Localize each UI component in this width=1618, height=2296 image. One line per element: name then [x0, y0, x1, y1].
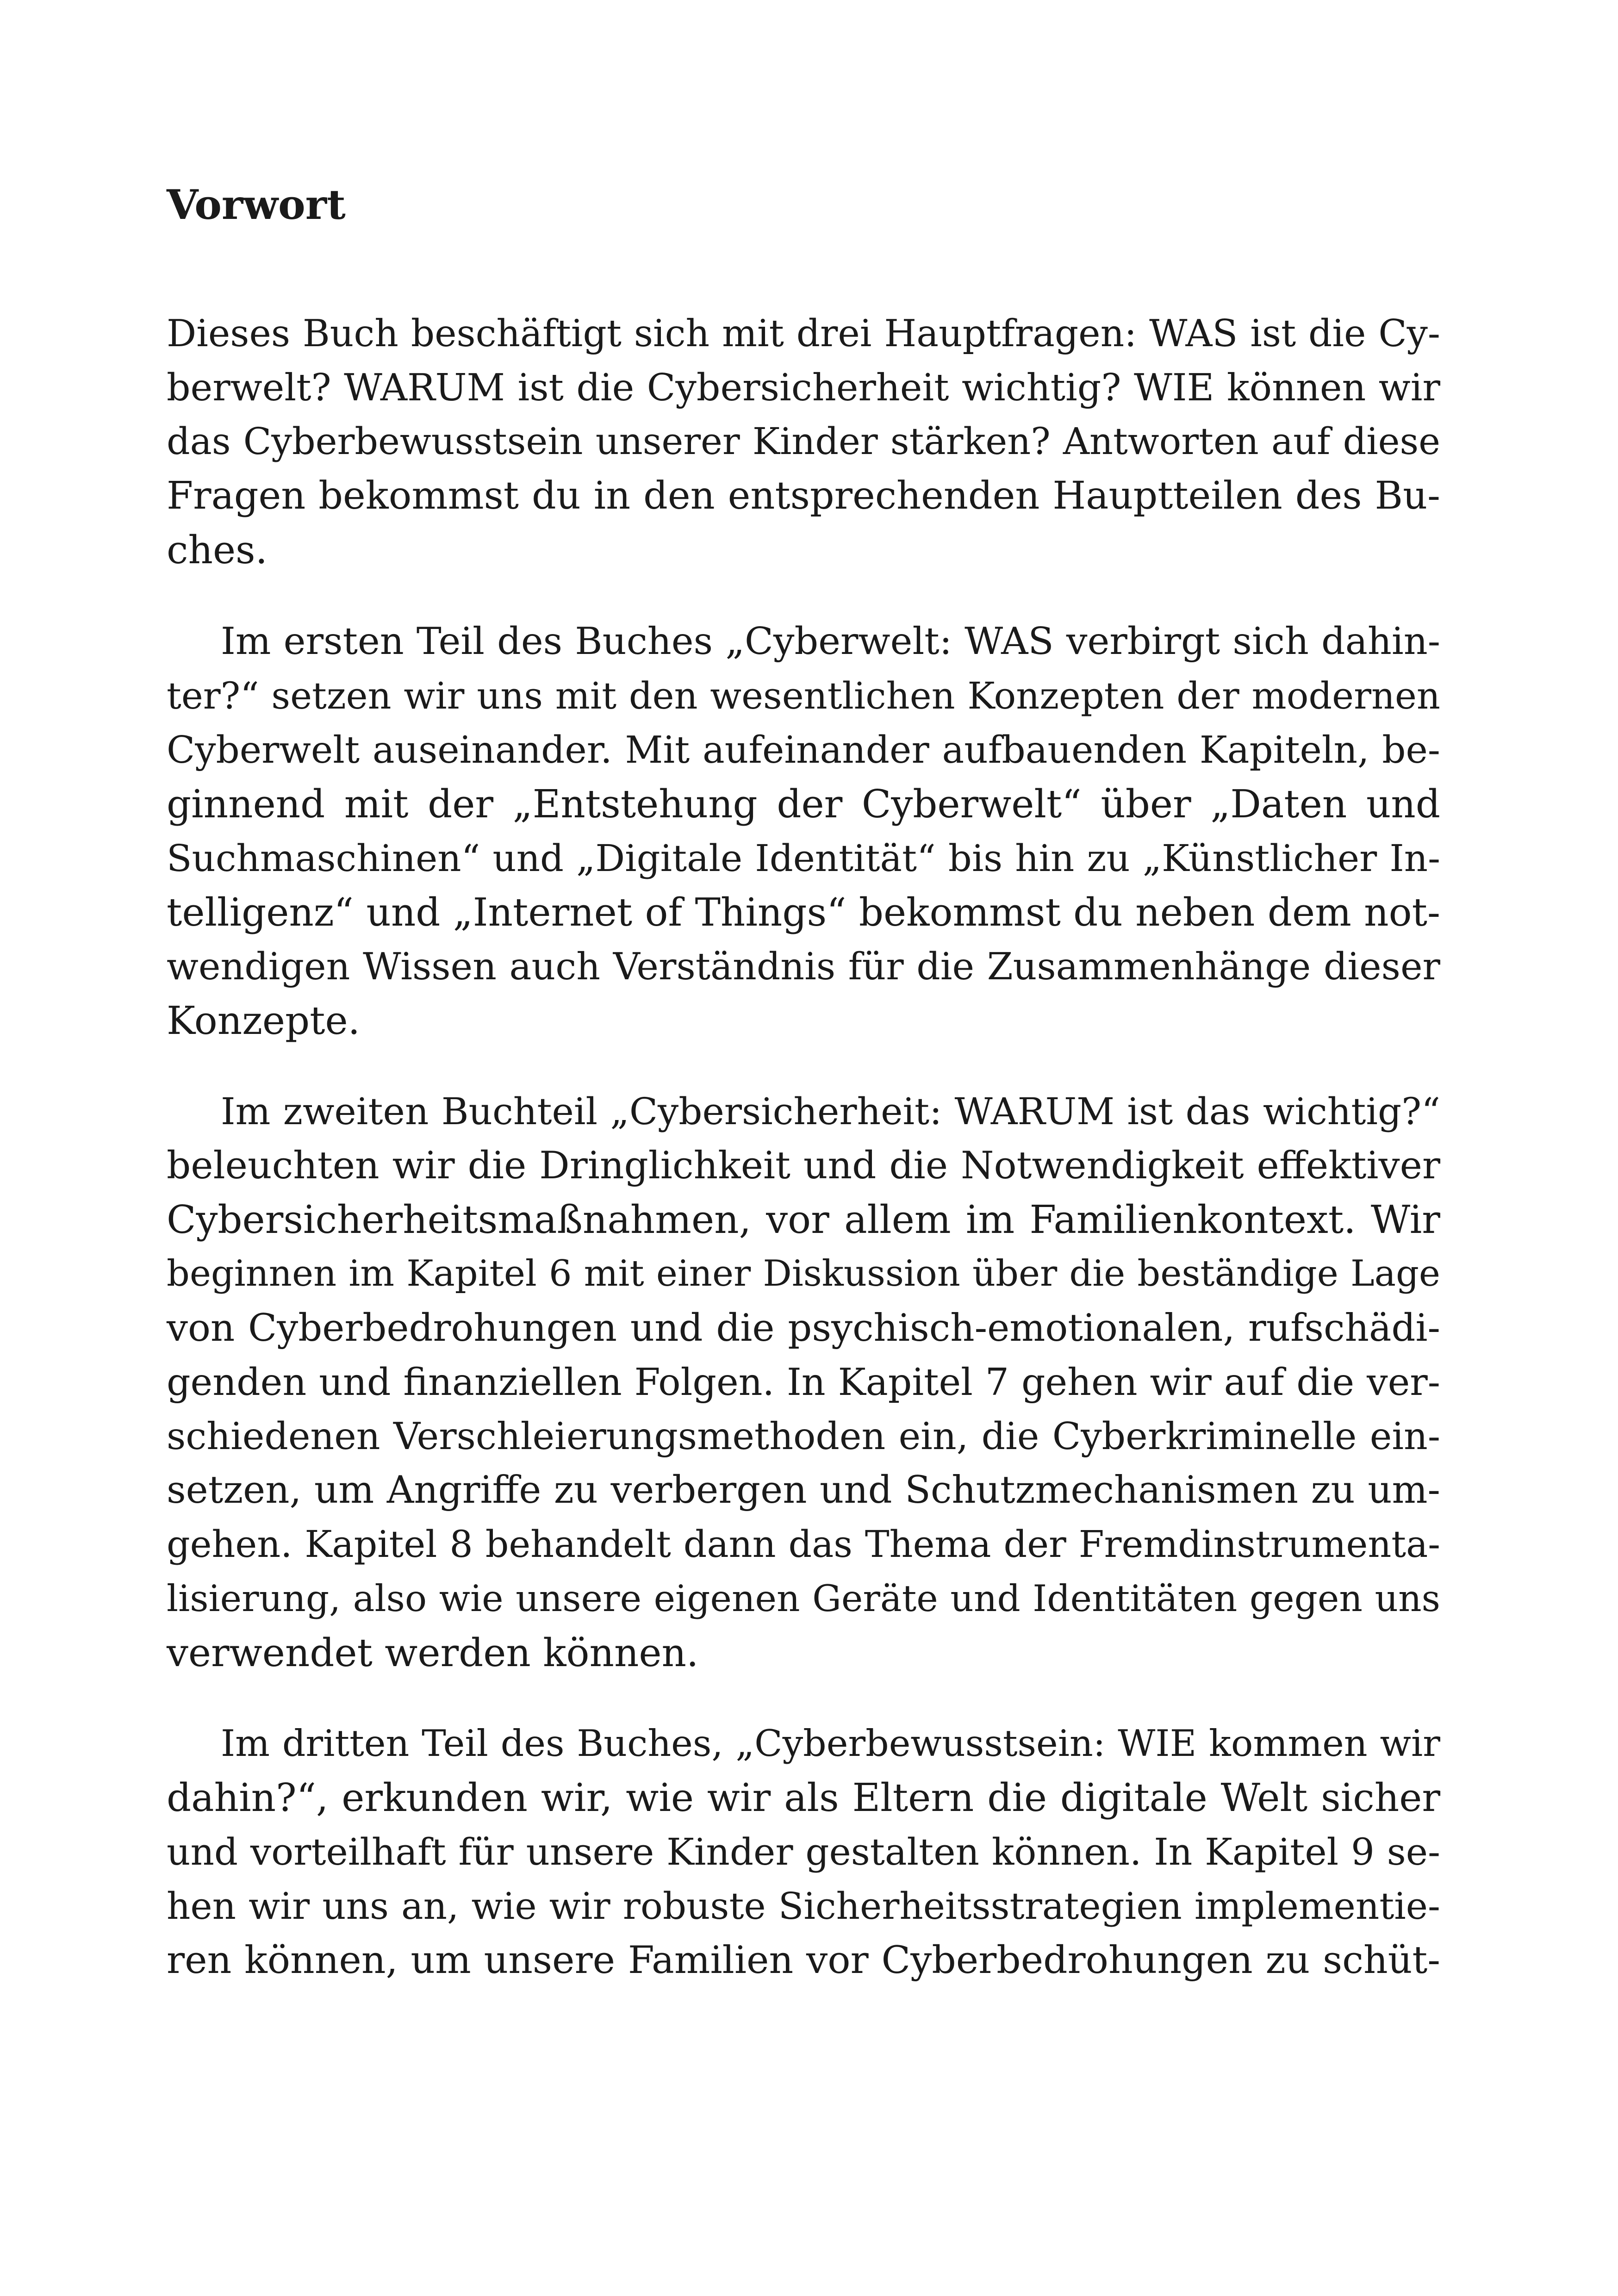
text-line: setzen, um Angriffe zu verbergen und Schutzmechanismen zu um- — [167, 1468, 1440, 1512]
text-line: Dieses Buch beschäftigt sich mit drei Hauptfragen: WAS ist die Cy- — [167, 312, 1440, 355]
text-line: dahin?“, erkunden wir, wie wir als Eltern die digitale Welt sicher — [167, 1775, 1440, 1820]
chapter-heading: Vorwort — [167, 180, 346, 229]
text-line: Fragen bekommst du in den entsprechenden Hauptteilen des Bu- — [167, 474, 1440, 518]
text-line: das Cyberbewusstsein unserer Kinder stärken? Antworten auf diese — [167, 420, 1440, 463]
text-line: verwendet werden können. — [167, 1630, 699, 1675]
text-line: ter?“ setzen wir uns mit den wesentlichen Konzepten der modernen — [167, 674, 1440, 717]
text-line: Im ersten Teil des Buches „Cyberwelt: WAS verbirgt sich dahin- — [221, 620, 1440, 663]
text-line: schiedenen Verschleierungsmethoden ein, die Cyberkriminelle ein- — [167, 1414, 1440, 1458]
text-line: wendigen Wissen auch Verständnis für die Zusammenhänge dieser — [167, 945, 1440, 988]
text-line: beginnen im Kapitel 6 mit einer Diskussion über die beständige Lage — [167, 1253, 1440, 1294]
text-line: lisierung, also wie unsere eigenen Geräte und Identitäten gegen uns — [167, 1577, 1440, 1620]
text-line: Konzepte. — [167, 998, 361, 1043]
text-line: gehen. Kapitel 8 behandelt dann das Thema der Fremdinstrumenta- — [167, 1523, 1440, 1566]
text-line: beleuchten wir die Dringlichkeit und die Notwendigkeit effektiver — [167, 1144, 1440, 1188]
text-line: Cybersicherheitsmaßnahmen, vor allem im Familienkontext. Wir — [167, 1197, 1440, 1242]
text-line: genden und finanziellen Folgen. In Kapitel 7 gehen wir auf die ver- — [167, 1360, 1440, 1404]
paragraph-4 — [167, 1717, 1440, 1987]
text-line: Cyberwelt auseinander. Mit aufeinander aufbauenden Kapiteln, be- — [167, 728, 1440, 772]
text-line: telligenz“ und „Internet of Things“ bekommst du neben dem not- — [167, 890, 1440, 935]
text-line: und vorteilhaft für unsere Kinder gestalten können. In Kapitel 9 se- — [167, 1830, 1440, 1873]
text-line: ches. — [167, 528, 268, 572]
text-line: berwelt? WARUM ist die Cybersicherheit wichtig? WIE können wir — [167, 366, 1440, 409]
text-line: hen wir uns an, wie wir robuste Sicherheitsstrategien implementie- — [167, 1885, 1440, 1928]
paragraph-1 — [167, 306, 1440, 577]
text-line: ginnend mit der „Entstehung der Cyberwelt“ über „Daten und — [167, 782, 1440, 827]
paragraph-3 — [167, 1084, 1440, 1680]
text-line: ren können, um unsere Familien vor Cyberbedrohungen zu schüt- — [167, 1938, 1440, 1982]
text-line: von Cyberbedrohungen und die psychisch-emotionalen, rufschädi- — [167, 1306, 1440, 1350]
text-line: Suchmaschinen“ und „Digitale Identität“ bis hin zu „Künstlicher In- — [167, 837, 1440, 880]
paragraph-2 — [167, 615, 1440, 1048]
text-line: Im zweiten Buchteil „Cybersicherheit: WARUM ist das wichtig?“ — [221, 1090, 1440, 1133]
text-line: Im dritten Teil des Buches, „Cyberbewusstsein: WIE kommen wir — [221, 1722, 1440, 1765]
